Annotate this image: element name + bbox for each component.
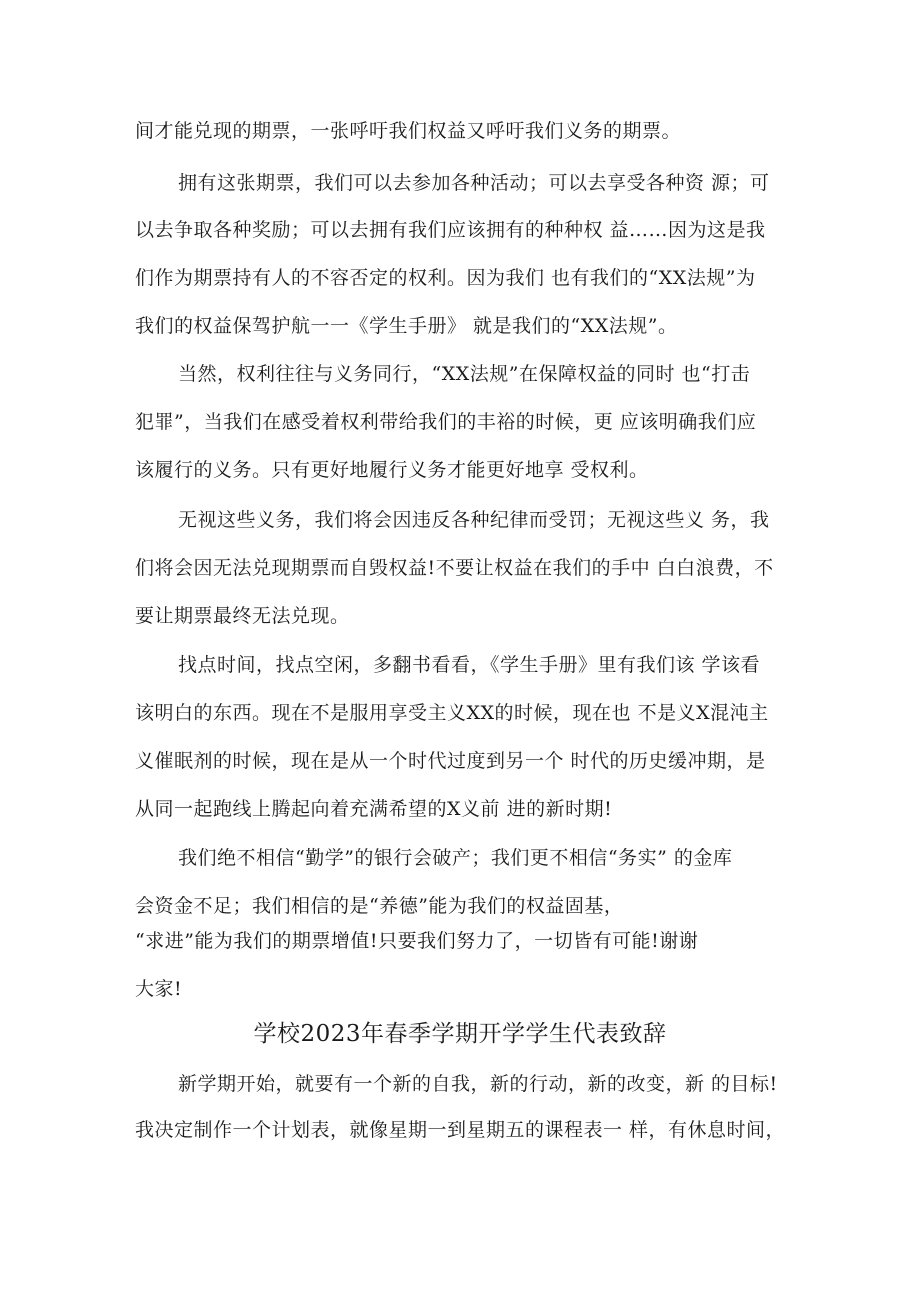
paragraph-line: 该履行的义务。只有更好地履行义务才能更好地享 受权利。 xyxy=(135,459,649,481)
paragraph-line: 从同一起跑线上腾起向着充满希望的X义前 进的新时期! xyxy=(135,798,613,820)
paragraph-line: 我们的权益保驾护航一一《学生手册》 就是我们的“XX法规”。 xyxy=(135,315,678,337)
paragraph-line: 大家! xyxy=(135,978,183,1000)
section-title: 学校2023年春季学期开学学生代表致辞 xyxy=(253,1021,667,1047)
paragraph-line: 该明白的东西。现在不是服用享受主义XX的时候，现在也 不是义X混沌主 xyxy=(135,702,769,724)
paragraph-line: 拥有这张期票，我们可以去参加各种活动；可以去享受各种资 源；可 xyxy=(178,172,770,194)
paragraph-line: 们将会因无法兑现期票而自毁权益!不要让权益在我们的手中 白白浪费，不 xyxy=(135,557,774,579)
paragraph-line: 新学期开始，就要有一个新的自我，新的行动，新的改变，新 的目标! xyxy=(178,1073,778,1095)
paragraph-line: 找点时间，找点空闲，多翻书看看，《学生手册》里有我们该 学该看 xyxy=(178,654,761,676)
paragraph-line: 无视这些义务，我们将会因违反各种纪律而受罚；无视这些义 务，我 xyxy=(178,509,770,531)
paragraph-line: 会资金不足；我们相信的是“养德”能为我们的权益固基， xyxy=(135,895,624,917)
paragraph-line: 当然，权利往往与义务同行，“XX法规”在保障权益的同时 也“打击 xyxy=(178,363,751,385)
paragraph-line: “求进”能为我们的期票增值!只要我们努力了，一切皆有可能!谢谢 xyxy=(135,930,699,952)
paragraph-line: 犯罪”，当我们在感受着权利带给我们的丰裕的时候，更 应该明确我们应 xyxy=(135,411,757,433)
paragraph-line: 我决定制作一个计划表，就像星期一到星期五的课程表一 样，有休息时间， xyxy=(135,1119,786,1141)
paragraph-line: 间才能兑现的期票，一张呼吁我们权益又呼吁我们义务的期票。 xyxy=(135,120,682,142)
paragraph-line: 们作为期票持有人的不容否定的权利。因为我们 也有我们的“XX法规”为 xyxy=(135,267,756,289)
paragraph-line: 要让期票最终无法兑现。 xyxy=(135,605,350,627)
paragraph-line: 以去争取各种奖励；可以去拥有我们应该拥有的种种权 益……因为这是我 xyxy=(135,219,766,241)
paragraph-line: 我们绝不相信“勤学”的银行会破产；我们更不相信“务实” 的金库 xyxy=(178,847,733,869)
paragraph-line: 义催眠剂的时候，现在是从一个时代过度到另一个 时代的历史缓冲期，是 xyxy=(135,750,766,772)
